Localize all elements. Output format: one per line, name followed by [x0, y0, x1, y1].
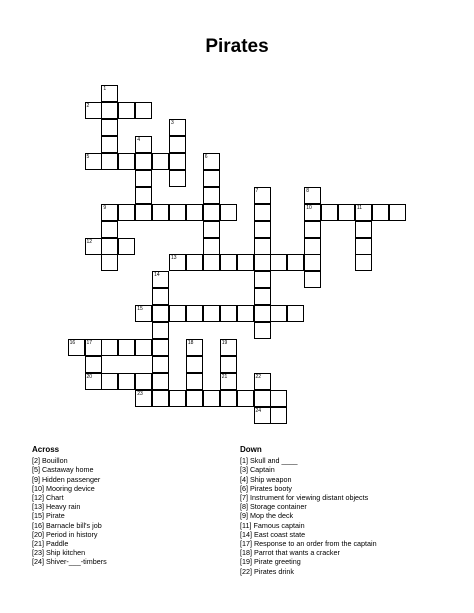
- grid-cell[interactable]: [118, 339, 135, 356]
- grid-cell[interactable]: [304, 271, 321, 288]
- grid-cell[interactable]: [152, 339, 169, 356]
- grid-cell[interactable]: [203, 305, 220, 322]
- grid-cell[interactable]: [220, 204, 237, 221]
- grid-cell[interactable]: [85, 102, 102, 119]
- grid-cell[interactable]: [372, 204, 389, 221]
- clue-number: 4: [137, 137, 140, 144]
- grid-cell[interactable]: [203, 390, 220, 407]
- down-clue: [9] Mop the deck: [240, 511, 294, 521]
- grid-cell[interactable]: [101, 238, 118, 255]
- clue-number: 1: [103, 86, 107, 93]
- across-clue: [15] Pirate: [32, 511, 65, 521]
- grid-cell[interactable]: [270, 407, 287, 424]
- grid-cell[interactable]: [237, 305, 254, 322]
- grid-cell[interactable]: [85, 238, 102, 255]
- down-clue: [14] East coast state: [240, 529, 306, 539]
- down-clue: [6] Pirates booty: [240, 483, 292, 493]
- down-clue: [8] Storage container: [240, 502, 307, 512]
- grid-cell[interactable]: [101, 373, 118, 390]
- grid-cell[interactable]: [135, 339, 152, 356]
- clue-number: 18: [187, 339, 194, 346]
- across-clue: [24] Shiver-___-timbers: [32, 557, 107, 567]
- clue-number: 14: [154, 272, 160, 279]
- across-clue: [16] Barnacle bill's job: [32, 520, 102, 530]
- grid-cell[interactable]: [85, 339, 102, 356]
- grid-cell[interactable]: [186, 204, 203, 221]
- grid-cell[interactable]: [118, 204, 135, 221]
- grid-cell[interactable]: [118, 238, 135, 255]
- clue-number: 8: [306, 187, 309, 194]
- grid-cell[interactable]: [254, 322, 271, 339]
- puzzle-title: Pirates: [205, 36, 269, 57]
- grid-cell[interactable]: [287, 254, 304, 271]
- grid-cell[interactable]: [304, 204, 321, 221]
- grid-cell[interactable]: [355, 238, 372, 255]
- grid-cell[interactable]: [389, 204, 406, 221]
- grid-cell[interactable]: [220, 254, 237, 271]
- grid-cell[interactable]: [101, 85, 118, 102]
- grid-cell[interactable]: [101, 102, 118, 119]
- clue-number: 10: [306, 204, 312, 211]
- grid-cell[interactable]: [220, 339, 237, 356]
- clue-number: 16: [69, 339, 76, 346]
- clue-number: 20: [86, 373, 93, 380]
- grid-cell[interactable]: [254, 390, 271, 407]
- grid-cell[interactable]: [287, 305, 304, 322]
- grid-cell[interactable]: [270, 390, 287, 407]
- grid-cell[interactable]: [118, 153, 135, 170]
- across-clue: [9] Hidden passenger: [32, 474, 101, 484]
- grid-cell[interactable]: [304, 187, 321, 204]
- grid-cell[interactable]: [254, 305, 271, 322]
- across-clue: [23] Ship kitchen: [32, 548, 86, 558]
- across-clue: [12] Chart: [32, 493, 64, 503]
- grid-cell[interactable]: [152, 288, 169, 305]
- grid-cell[interactable]: [220, 390, 237, 407]
- grid-cell[interactable]: [169, 254, 186, 271]
- grid-cell[interactable]: [270, 254, 287, 271]
- clue-number: 22: [255, 373, 262, 380]
- grid-cell[interactable]: [169, 136, 186, 153]
- down-clue: [19] Pirate greeting: [240, 557, 301, 567]
- grid-cell[interactable]: [254, 407, 271, 424]
- grid-cell[interactable]: [101, 119, 118, 136]
- grid-cell[interactable]: [135, 170, 152, 187]
- grid-cell[interactable]: [169, 390, 186, 407]
- grid-cell[interactable]: [135, 102, 152, 119]
- grid-cell[interactable]: [355, 204, 372, 221]
- grid-cell[interactable]: [254, 254, 271, 271]
- grid-cell[interactable]: [152, 204, 169, 221]
- clue-number: 17: [86, 339, 93, 346]
- across-clue: [5] Castaway home: [32, 465, 94, 475]
- grid-cell[interactable]: [169, 170, 186, 187]
- grid-cell[interactable]: [338, 204, 355, 221]
- grid-cell[interactable]: [101, 204, 118, 221]
- grid-cell[interactable]: [152, 322, 169, 339]
- grid-cell[interactable]: [152, 390, 169, 407]
- grid-cell[interactable]: [101, 221, 118, 238]
- clue-number: 6: [204, 154, 208, 160]
- down-clue: [3] Captain: [240, 465, 275, 475]
- grid-cell[interactable]: [304, 221, 321, 238]
- grid-cell[interactable]: [203, 153, 220, 170]
- clue-number: 11: [356, 204, 363, 211]
- grid-cell[interactable]: [101, 254, 118, 271]
- across-clue: [10] Mooring device: [32, 483, 95, 493]
- grid-cell[interactable]: [186, 254, 203, 271]
- across-clue: [20] Period in history: [32, 529, 98, 539]
- grid-cell[interactable]: [254, 187, 271, 204]
- grid-cell[interactable]: [254, 221, 271, 238]
- grid-cell[interactable]: [355, 254, 372, 271]
- grid-cell[interactable]: [169, 204, 186, 221]
- grid-cell[interactable]: [203, 238, 220, 255]
- grid-cell[interactable]: [321, 204, 338, 221]
- grid-cell[interactable]: [135, 305, 152, 322]
- down-clue: [1] Skull and ____: [240, 456, 298, 466]
- grid-cell[interactable]: [304, 238, 321, 255]
- clue-number: 15: [137, 306, 143, 313]
- grid-cell[interactable]: [203, 187, 220, 204]
- grid-cell[interactable]: [237, 390, 254, 407]
- down-clue: [22] Pirates drink: [240, 566, 294, 576]
- grid-cell[interactable]: [169, 153, 186, 170]
- grid-cell[interactable]: [203, 221, 220, 238]
- grid-cell[interactable]: [270, 305, 287, 322]
- grid-cell[interactable]: [135, 136, 152, 153]
- grid-cell[interactable]: [85, 153, 102, 170]
- grid-cell[interactable]: [135, 390, 152, 407]
- down-clue: [17] Response to an order from the captain: [240, 539, 377, 549]
- down-clue: [4] Ship weapon: [240, 474, 292, 484]
- grid-cell[interactable]: [85, 356, 102, 373]
- grid-cell[interactable]: [203, 204, 220, 221]
- down-clue: [7] Instrument for viewing distant objects: [240, 493, 369, 503]
- grid-cell[interactable]: [135, 187, 152, 204]
- grid-cell[interactable]: [186, 339, 203, 356]
- grid-cell[interactable]: [152, 305, 169, 322]
- grid-cell[interactable]: [203, 170, 220, 187]
- grid-cell[interactable]: [186, 305, 203, 322]
- clue-number: 23: [137, 390, 143, 397]
- grid-cell[interactable]: [135, 373, 152, 390]
- clue-number: 24: [255, 407, 262, 414]
- grid-cell[interactable]: [254, 238, 271, 255]
- grid-cell[interactable]: [68, 339, 85, 356]
- grid-cell[interactable]: [254, 271, 271, 288]
- down-clue-list: [240, 456, 377, 576]
- grid-cell[interactable]: [186, 390, 203, 407]
- grid-cell[interactable]: [152, 153, 169, 170]
- clue-number: 21: [221, 373, 228, 380]
- grid-cell[interactable]: [169, 119, 186, 136]
- grid-cell[interactable]: [220, 356, 237, 373]
- grid-cell[interactable]: [254, 288, 271, 305]
- down-clue: [11] Famous captain: [240, 520, 305, 530]
- clue-number: 5: [86, 154, 90, 160]
- clue-number: 12: [86, 238, 93, 245]
- clue-number: 9: [103, 204, 107, 211]
- grid-cell[interactable]: [152, 373, 169, 390]
- clue-number: 2: [86, 103, 90, 110]
- grid-cell[interactable]: [220, 373, 237, 390]
- across-clue: [21] Paddle: [32, 539, 69, 549]
- grid-cell[interactable]: [186, 356, 203, 373]
- grid-cell[interactable]: [254, 204, 271, 221]
- grid-cell[interactable]: [118, 373, 135, 390]
- across-heading: Across: [32, 445, 60, 454]
- grid-cell[interactable]: [85, 373, 102, 390]
- down-clue: [18] Parrot that wants a cracker: [240, 548, 340, 558]
- grid-cell[interactable]: [169, 305, 186, 322]
- grid-cell[interactable]: [101, 153, 118, 170]
- clue-number: 19: [221, 339, 228, 346]
- grid-cell[interactable]: [304, 254, 321, 271]
- grid-cell[interactable]: [237, 254, 254, 271]
- grid-cell[interactable]: [254, 373, 271, 390]
- across-clue-list: [32, 456, 107, 566]
- grid-cell[interactable]: [135, 153, 152, 170]
- grid-cell[interactable]: [135, 204, 152, 221]
- across-clue: [2] Bouillon: [32, 456, 68, 466]
- grid-cell[interactable]: [355, 221, 372, 238]
- grid-cell[interactable]: [203, 254, 220, 271]
- down-heading: Down: [240, 445, 262, 454]
- down-clues: [240, 445, 377, 576]
- across-clues: [32, 445, 107, 567]
- grid-cell[interactable]: [152, 271, 169, 288]
- grid-cell[interactable]: [186, 373, 203, 390]
- grid-cell[interactable]: [220, 305, 237, 322]
- clue-number: 7: [255, 187, 259, 194]
- grid-cell[interactable]: [152, 356, 169, 373]
- grid-cell[interactable]: [118, 102, 135, 119]
- clue-number: 13: [171, 255, 177, 262]
- grid-cell[interactable]: [101, 136, 118, 153]
- clue-number: 3: [171, 120, 174, 127]
- across-clue: [13] Heavy rain: [32, 502, 81, 512]
- grid-cell[interactable]: [101, 339, 118, 356]
